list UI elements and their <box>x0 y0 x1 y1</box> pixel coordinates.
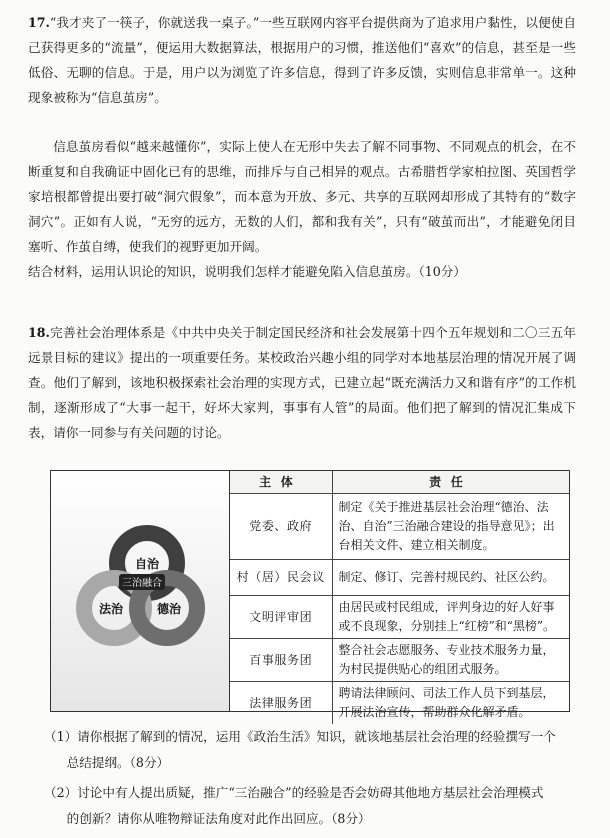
q17-paragraph-1 <box>28 10 576 110</box>
table-row <box>230 596 569 639</box>
header-duty: 责任 <box>332 471 569 494</box>
q18-subquestion-2 <box>44 780 584 832</box>
three-rings-icon <box>51 471 229 711</box>
row-subject: 村（居）民会议 <box>230 560 332 596</box>
three-governance-diagram <box>51 471 230 711</box>
q18-sub1-line2: 总结提纲。（8分） <box>66 755 170 770</box>
table-row <box>230 494 569 560</box>
row-subject: 党委、政府 <box>230 494 332 560</box>
label-zizhi: 自治 <box>134 557 160 571</box>
row-subject: 法律服务团 <box>230 682 332 725</box>
q18-sub1-line1: （1）请你根据了解到的情况，运用《政治生活》知识，就该地基层社会治理的经验撰写一个 <box>44 729 556 744</box>
q17-number: 17. <box>28 15 50 30</box>
table-header-row <box>230 471 569 494</box>
row-duty: 聘请法律顾问、司法工作人员下到基层，开展法治宣传，帮助群众化解矛盾。 <box>332 682 569 725</box>
q18-subquestion-1 <box>44 724 584 776</box>
q18-intro-text: 完善社会治理体系是《中共中央关于制定国民经济和社会发展第十四个五年规划和二〇三五年远景目标的建议》提出的一项重要任务。某校政治兴趣小组的同学对本地基层治理的情况开展了调查。他们了解到，该地积极探索社会治理的实现方式，已建立起“既充满活力又和谐有序”的工作机制，逐渐形成了“大事一起干，好坏大家判，事事有人管”的局面。他们把了解到的情况汇集成下表，请你一同参与有关问题的讨论。 <box>28 325 576 440</box>
label-fazhi: 法治 <box>98 602 124 616</box>
governance-table <box>50 470 570 719</box>
q18-sub2-line1: （2）讨论中有人提出质疑，推广“三治融合”的经验是否会妨碍其他地方基层社会治理模式 <box>44 785 544 800</box>
label-dezhi: 德治 <box>156 602 182 616</box>
row-duty: 制定、修订、完善村规民约、社区公约。 <box>332 560 569 596</box>
q17-paragraph-2: 信息茧房看似“越来越懂你”，实际上使人在无形中失去了解不同事物、不同观点的机会，在不断重复和自我确证中固化已有的思维，而排斥与自己相异的观点。古希腊哲学家柏拉图、英国哲学家培根都曾提出要打破“洞穴假象”，而本意为开放、多元、共享的互联网却形成了其特有的“数字洞穴”。正如有人说，“无穷的远方，无数的人们，都和我有关”，只有“破茧而出”，才能避免闭目塞听、作茧自缚，使我们的视野更加开阔。 <box>28 139 576 254</box>
row-duty: 由居民或村民组成，评判身边的好人好事或不良现象，分别挂上“红榜”和“黑榜”。 <box>332 596 569 639</box>
q18-sub2-line2: 的创新？请你从唯物辩证法角度对此作出回应。（8分） <box>66 811 371 826</box>
center-label: 三治融合 <box>122 578 162 589</box>
q17-text-1: “我才夹了一筷子，你就送我一桌子。”一些互联网内容平台提供商为了追求用户黏性，以便使自己获得更多的“流量”，便运用大数据算法，根据用户的习惯，推送他们“喜欢”的信息，甚至是一些低俗、无聊的信息。于是，用户以为浏览了许多信息，得到了许多反馈，实则信息非常单一。这种现象被称为“信息茧房”。 <box>28 15 576 105</box>
table-row <box>230 682 569 725</box>
header-subject: 主体 <box>230 471 332 494</box>
row-subject: 文明评审团 <box>230 596 332 639</box>
table-row <box>230 560 569 596</box>
duty-table <box>230 471 569 724</box>
row-subject: 百事服务团 <box>230 639 332 682</box>
q17-question: 结合材料，运用认识论的知识，说明我们怎样才能避免陷入信息茧房。（10分） <box>28 264 466 279</box>
table-row <box>230 639 569 682</box>
row-duty: 制定《关于推进基层社会治理“德治、法治、自治”三治融合建设的指导意见》；出台相关文件、建立相关制度。 <box>332 494 569 560</box>
q18-intro <box>28 320 576 445</box>
row-duty: 整合社会志愿服务、专业技术服务力量，为村民提供贴心的组团式服务。 <box>332 639 569 682</box>
q18-number: 18. <box>28 325 50 340</box>
